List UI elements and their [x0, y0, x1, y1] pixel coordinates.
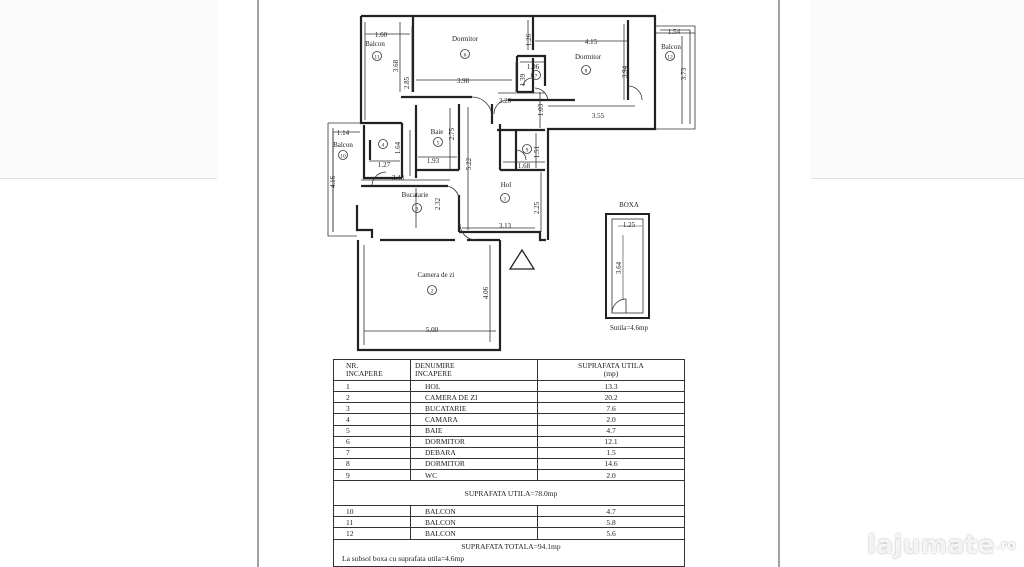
table-row: [334, 425, 685, 436]
dim-3-68: 3.68: [392, 59, 400, 73]
room-num-5: 5: [436, 140, 440, 147]
row-area: 14.6: [538, 458, 685, 469]
subtotal-row: [334, 481, 685, 506]
row-area: 13.3: [538, 381, 685, 392]
header-suprafata: SUPRAFATA UTILA: [578, 361, 644, 370]
thin-lines: [328, 20, 695, 345]
room-label-bucatarie-3: Bucatarie: [401, 191, 429, 199]
row-area: 5.8: [538, 517, 685, 528]
row-nr: 4: [334, 414, 411, 425]
row-nr: 11: [334, 517, 411, 528]
row-area: 4.7: [538, 506, 685, 517]
table-row: [334, 414, 685, 425]
room-num-10: 10: [340, 153, 346, 160]
room-num-4: 4: [381, 142, 385, 149]
dim-2-75: 2.75: [448, 127, 456, 141]
dim-3-43: 3.43: [391, 174, 405, 182]
row-area: 1.5: [538, 447, 685, 458]
row-name: BAIE: [411, 425, 538, 436]
dim-1-39: 1.39: [519, 73, 527, 87]
room-num-7: 7: [534, 73, 538, 80]
boxa-title: BOXA: [619, 201, 639, 209]
room-label-balcon-11: Balcon: [365, 40, 385, 48]
dim-1-06: 1.06: [526, 63, 540, 71]
row-nr: 5: [334, 425, 411, 436]
room-num-9: 9: [525, 147, 529, 154]
total-row: [334, 539, 685, 566]
dim-5-00: 5.00: [425, 326, 439, 334]
row-name: BALCON: [411, 506, 538, 517]
row-nr: 10: [334, 506, 411, 517]
room-label-balcon-12: Balcon: [661, 43, 681, 51]
row-area: 12.1: [538, 436, 685, 447]
table-row: [334, 528, 685, 539]
row-nr: 7: [334, 447, 411, 458]
room-num-12: 12: [667, 54, 673, 61]
north-arrow-icon: [510, 250, 534, 269]
row-nr: 8: [334, 458, 411, 469]
table-row: [334, 506, 685, 517]
room-num-3: 3: [415, 206, 419, 213]
room-label-dormitor-8: Dormitor: [574, 53, 602, 61]
dim-1-51: 1.51: [533, 145, 541, 159]
room-num-11: 11: [374, 54, 380, 61]
row-nr: 2: [334, 392, 411, 403]
dim-1-27: 1.27: [377, 161, 391, 169]
row-name: DEBARA: [411, 447, 538, 458]
dim-1-64: 1.64: [394, 141, 402, 155]
row-nr: 9: [334, 469, 411, 480]
boxa-storage: [606, 201, 649, 332]
area-table: [333, 359, 685, 567]
row-name: BUCATARIE: [411, 403, 538, 414]
dim-2-85: 2.85: [403, 76, 411, 90]
dim-4-06: 4.06: [482, 286, 490, 300]
dim-2-32: 2.32: [434, 197, 442, 211]
table-row: [334, 517, 685, 528]
row-name: BALCON: [411, 517, 538, 528]
table-row: [334, 436, 685, 447]
row-area: 2.0: [538, 469, 685, 480]
row-name: CAMERA DE ZI: [411, 392, 538, 403]
room-num-8: 8: [584, 68, 588, 75]
dim-1-54: 1.54: [667, 28, 681, 36]
dim-2-25: 2.25: [533, 201, 541, 215]
dim-3-98: 3.98: [456, 77, 470, 85]
header-incapere: INCAPERE: [346, 369, 383, 379]
dim-1-26: 1.26: [525, 33, 533, 47]
row-name: WC: [411, 469, 538, 480]
dim-4-16: 4.16: [329, 175, 337, 189]
watermark-tld: .ro: [995, 537, 1016, 552]
boxa-height: 3.64: [615, 261, 623, 275]
lajumate-logo-icon: [835, 531, 863, 559]
table-row: [334, 458, 685, 469]
header-nr: NR.: [346, 361, 359, 371]
room-num-2: 2: [430, 288, 434, 295]
row-name: DORMITOR: [411, 458, 538, 469]
basement-note: La subsol boxa cu suprafata utila=4.6mp: [342, 553, 465, 563]
header-denumire: DENUMIRE: [415, 361, 455, 371]
row-area: 4.7: [538, 425, 685, 436]
header-unit: (mp): [603, 369, 619, 378]
room-label-baie-5: Baie: [430, 128, 444, 136]
dim-1-93: 1.93: [426, 157, 440, 165]
row-name: BALCON: [411, 528, 538, 539]
table-row: [334, 403, 685, 414]
row-area: 20.2: [538, 392, 685, 403]
room-label-camera-de-zi-2: Camera de zi: [417, 271, 455, 279]
room-label-dormitor-6: Dormitor: [451, 35, 479, 43]
total-text: SUPRAFATA TOTALA=94.1mp: [461, 541, 561, 551]
dim-1-68: 1.68: [517, 162, 531, 170]
row-area: 2.0: [538, 414, 685, 425]
dim-1-03: 1.03: [537, 103, 545, 117]
watermark: [835, 530, 1016, 559]
row-nr: 1: [334, 381, 411, 392]
row-name: HOL: [411, 381, 538, 392]
row-name: DORMITOR: [411, 436, 538, 447]
table-header-row: [334, 360, 685, 381]
boxa-area: Sutila=4.6mp: [610, 324, 648, 332]
row-nr: 6: [334, 436, 411, 447]
room-label-balcon-10: Balcon: [333, 141, 353, 149]
dim-5-22: 5.22: [465, 157, 473, 171]
table-row: [334, 469, 685, 480]
dim-3-13: 3.13: [498, 222, 512, 230]
watermark-brand: lajumate: [867, 530, 995, 559]
row-nr: 3: [334, 403, 411, 414]
room-num-6: 6: [463, 52, 467, 59]
row-nr: 12: [334, 528, 411, 539]
header-incapere-2: INCAPERE: [415, 369, 452, 379]
table-row: [334, 381, 685, 392]
dim-3-55: 3.55: [591, 112, 605, 120]
room-num-1: 1: [503, 196, 507, 203]
dim-3-73: 3.73: [680, 67, 688, 81]
dim-3-94: 3.94: [621, 65, 629, 79]
dim-1-60: 1.60: [374, 31, 388, 39]
table-row: [334, 392, 685, 403]
boxa-width: 1.25: [622, 221, 636, 229]
table-row: [334, 447, 685, 458]
dim-3-20: 3.20: [498, 97, 512, 105]
row-area: 5.6: [538, 528, 685, 539]
subtotal-text: SUPRAFATA UTILA=78.0mp: [334, 481, 685, 506]
dim-4-15: 4.15: [584, 38, 598, 46]
row-area: 7.6: [538, 403, 685, 414]
dim-1-14: 1.14: [336, 129, 350, 137]
room-label-hol-1: Hol: [500, 181, 512, 189]
row-name: CAMARA: [411, 414, 538, 425]
